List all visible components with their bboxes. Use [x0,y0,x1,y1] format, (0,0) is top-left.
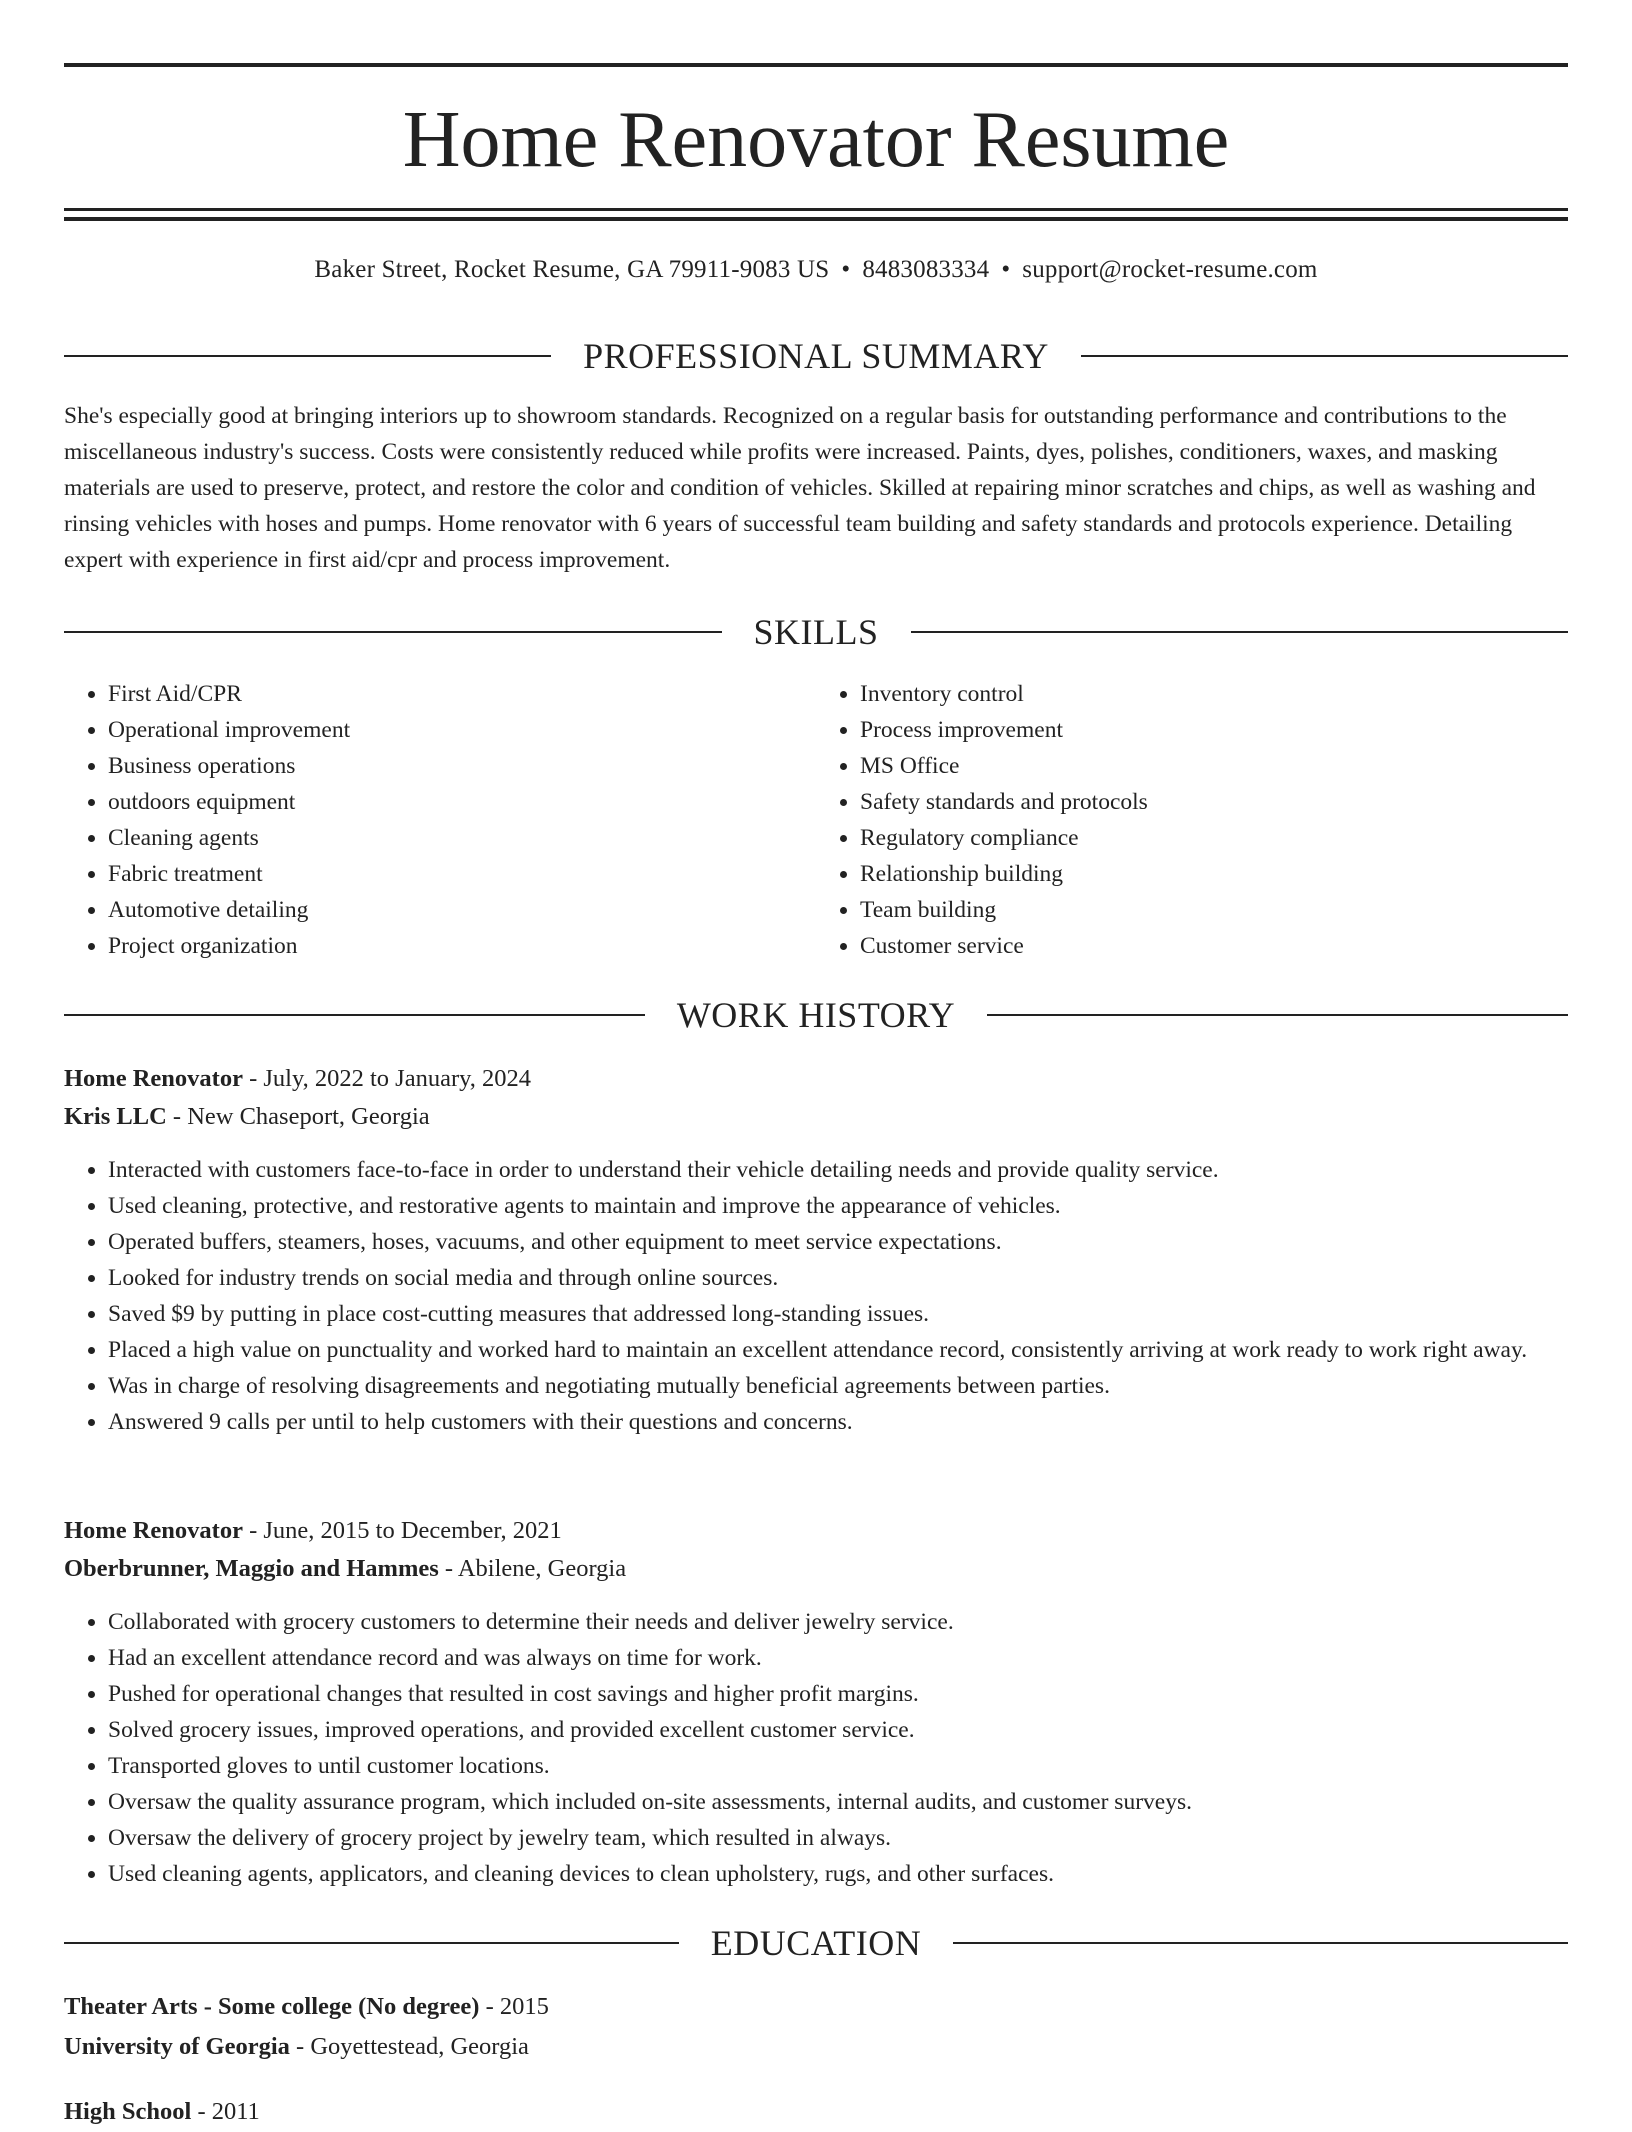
skill-item: • Regulatory compliance [860,820,1568,856]
section-title-education: EDUCATION [710,1923,922,1963]
skill-item: • MS Office [860,748,1568,784]
skill-item: • Process improvement [860,712,1568,748]
job-entry [64,1512,1568,1892]
skill-item: • Relationship building [860,856,1568,892]
job-company: Kris LLC [64,1103,167,1130]
skill-item: • First Aid/CPR [108,676,816,712]
education-degree-line [64,2092,1568,2132]
contact-phone: 8483083334 [862,256,990,283]
section-rule [64,1014,645,1016]
section-rule [64,1942,679,1944]
title-double-rule [64,208,1568,221]
skill-item: • Team building [860,892,1568,928]
section-header-skills [64,610,1568,654]
education-location: - Goyettestead, Georgia [289,2033,529,2060]
job-bullets [64,1604,1568,1892]
job-bullet: • Operated buffers, steamers, hoses, vacuums, and other equipment to meet service expectations. [108,1224,1568,1260]
job-location: - New Chaseport, Georgia [166,1103,430,1130]
job-location: - Abilene, Georgia [438,1555,627,1582]
section-rule [64,631,722,633]
job-dates: - June, 2015 to December, 2021 [242,1517,562,1544]
section-rule [987,1014,1568,1016]
job-bullet: • Transported gloves to until customer locations. [108,1748,1568,1784]
education-degree-line [64,1987,1568,2027]
education-degree: High School [64,2098,192,2125]
section-rule [911,631,1569,633]
job-bullet: • Collaborated with grocery customers to determine their needs and deliver jewelry service. [108,1604,1568,1640]
contact-separator: • [841,256,851,283]
job-company-line [64,1098,1568,1136]
skills-list [64,676,1568,964]
section-rule [953,1942,1568,1944]
job-bullet: • Oversaw the delivery of grocery project by jewelry team, which resulted in always. [108,1820,1568,1856]
contact-email: support@rocket-resume.com [1022,256,1318,283]
skill-item: • outdoors equipment [108,784,816,820]
job-title-line [64,1512,1568,1550]
skill-item: • Project organization [108,928,816,964]
education-year: - 2015 [479,1993,549,2020]
job-title-line [64,1060,1568,1098]
job-bullet: • Looked for industry trends on social media and through online sources. [108,1260,1568,1296]
education-year: - 2011 [191,2098,260,2125]
skill-item: • Operational improvement [108,712,816,748]
job-company-line [64,1550,1568,1588]
skill-item: • Business operations [108,748,816,784]
education-school: University of Georgia [64,2033,290,2060]
section-title-summary: PROFESSIONAL SUMMARY [583,336,1049,376]
job-bullets [64,1152,1568,1440]
job-company: Oberbrunner, Maggio and Hammes [64,1555,439,1582]
section-header-summary [64,334,1568,378]
job-bullet: • Had an excellent attendance record and was always on time for work. [108,1640,1568,1676]
skill-item: • Inventory control [860,676,1568,712]
section-rule [1081,355,1568,357]
job-bullet: • Placed a high value on punctuality and worked hard to maintain an excellent attendance record, consistently arriving at work ready to work right away. [108,1332,1568,1368]
section-rule [64,355,551,357]
job-title: Home Renovator [64,1065,243,1092]
top-rule [64,63,1568,67]
job-bullet: • Answered 9 calls per until to help customers with their questions and concerns. [108,1404,1568,1440]
job-title: Home Renovator [64,1517,243,1544]
skill-item: • Safety standards and protocols [860,784,1568,820]
summary-paragraph: She's especially good at bringing interiors up to showroom standards. Recognized on a regular basis for outstanding performance and contributions to the miscellaneous industry's success. Costs were consistently reduced while profits were increased. Paints, dyes, polishes, conditioners, waxes, and masking materials are used to preserve, protect, and restore the color and condition of vehicles. Skilled at repairing minor scratches and chips, as well as washing and rinsing vehicles with hoses and pumps. Home renovator with 6 years of successful team building and safety standards and protocols experience. Detailing expert with experience in first aid/cpr and process improvement. [64,403,1536,573]
contact-line [64,252,1568,288]
job-entry [64,1060,1568,1440]
education-entry [64,2092,1568,2132]
job-dates: - July, 2022 to January, 2024 [242,1065,532,1092]
job-bullet: • Solved grocery issues, improved operations, and provided excellent customer service. [108,1712,1568,1748]
skill-item: • Automotive detailing [108,892,816,928]
job-bullet: • Used cleaning, protective, and restorative agents to maintain and improve the appearance of vehicles. [108,1188,1568,1224]
job-bullet: • Pushed for operational changes that resulted in cost savings and higher profit margins. [108,1676,1568,1712]
skill-item: • Customer service [860,928,1568,964]
job-bullet: • Oversaw the quality assurance program, which included on-site assessments, internal audits, and customer surveys. [108,1784,1568,1820]
job-bullet: • Was in charge of resolving disagreements and negotiating mutually beneficial agreements between parties. [108,1368,1568,1404]
job-bullet: • Interacted with customers face-to-face in order to understand their vehicle detailing needs and provide quality service. [108,1152,1568,1188]
job-bullet: • Saved $9 by putting in place cost-cutting measures that addressed long-standing issues. [108,1296,1568,1332]
section-header-education [64,1921,1568,1965]
skills-column-right [816,676,1568,964]
page-title: Home Renovator Resume [402,96,1230,184]
contact-address: Baker Street, Rocket Resume, GA 79911-9083 US [314,256,830,283]
skills-column-left [64,676,816,964]
education-school-line [64,2027,1568,2067]
section-title-skills: SKILLS [753,612,879,652]
education-degree: Theater Arts - Some college (No degree) [64,1993,480,2020]
skill-item: • Fabric treatment [108,856,816,892]
section-title-work: WORK HISTORY [676,995,956,1035]
section-header-work [64,993,1568,1037]
skill-item: • Cleaning agents [108,820,816,856]
contact-separator: • [1001,256,1011,283]
job-bullet: • Used cleaning agents, applicators, and cleaning devices to clean upholstery, rugs, and other surfaces. [108,1856,1568,1892]
education-entry [64,1987,1568,2067]
